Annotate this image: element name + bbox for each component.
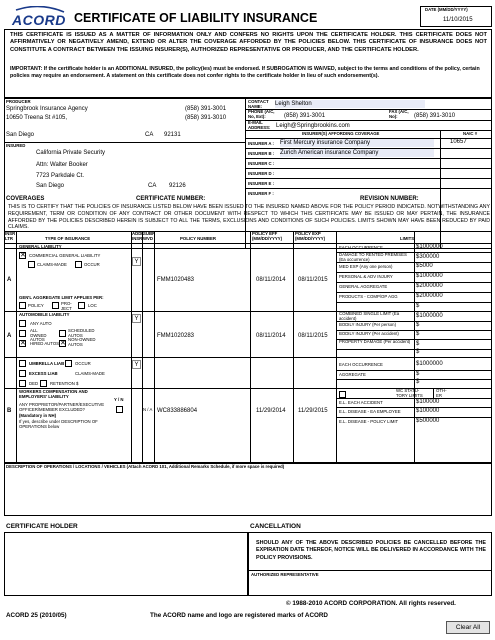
- auto-limit-value[interactable]: $: [416, 341, 420, 347]
- project-checkbox[interactable]: [52, 302, 59, 309]
- naic-header: NAIC #: [463, 131, 478, 136]
- auto-limit-value[interactable]: $1000000: [416, 313, 443, 319]
- col-addl: ADDL INSR: [132, 231, 144, 241]
- wc-mandatory: (Mandatory in NH): [19, 413, 56, 418]
- insured-state[interactable]: CA: [148, 183, 157, 189]
- col-eff: POLICY EFF (MM/DD/YYYY): [252, 231, 283, 241]
- auto-limits: [336, 311, 492, 357]
- umbrella-addl-insr[interactable]: Y: [132, 360, 141, 369]
- gl-limit-label: GENERAL AGGREGATE: [339, 284, 388, 289]
- fax-field[interactable]: (858) 391-3010: [414, 113, 456, 119]
- wc-limit-label: E.L. DISEASE - POLICY LIMIT: [339, 419, 399, 424]
- gl-exp-date[interactable]: 08/11/2015: [298, 277, 328, 283]
- umbrella-limit-value[interactable]: $1000000: [416, 361, 443, 367]
- auto-limit-label: COMBINED SINGLE LIMIT (Ea accident): [339, 311, 400, 321]
- gl-limit-label: PRODUCTS - COMP/OP AGG: [339, 294, 398, 299]
- insurer-b-label: INSURER B :: [248, 151, 275, 156]
- col-subr: SUBR WVD: [143, 231, 156, 241]
- ded-label: DED: [29, 381, 39, 386]
- wc-describe: If yes, describe under DESCRIPTION OF OPERATIONS below: [19, 419, 98, 429]
- auto-exp-date[interactable]: 08/11/2015: [298, 333, 328, 339]
- loc-label: LOC: [88, 303, 97, 308]
- wc-exp-date[interactable]: 11/29/2015: [298, 408, 328, 414]
- insured-line-2[interactable]: Attn: Walter Booker: [36, 162, 88, 168]
- umbrella-checkbox[interactable]: [19, 360, 26, 367]
- insured-zip[interactable]: 92126: [169, 183, 186, 189]
- acord-logo-text: ACORD: [12, 12, 66, 28]
- insurer-a-label: INSURER A :: [248, 141, 274, 146]
- cancellation-text: SHOULD ANY OF THE ABOVE DESCRIBED POLICIES BE CANCELLED BEFORE THE EXPIRATION DATE THEREOF, NOTICE WILL BE DELIVERED IN ACCORDANCE WITH THE POLICY PROVISIONS.: [256, 540, 486, 561]
- insured-line-1[interactable]: California Private Security: [36, 150, 106, 156]
- copyright: © 1988-2010 ACORD CORPORATION. All rights reserved.: [286, 600, 456, 607]
- scheduled-checkbox[interactable]: [59, 330, 66, 337]
- auto-limit-value[interactable]: $: [416, 349, 420, 355]
- gl-limit-value[interactable]: $: [416, 303, 420, 309]
- scheduled-label: SCHEDULED AUTOS: [68, 328, 95, 338]
- gl-limit-value[interactable]: $5000: [416, 263, 433, 269]
- wc-limits: [336, 388, 492, 428]
- authorized-representative-label: AUTHORIZED REPRESENTATIVE: [251, 572, 319, 577]
- auto-title: AUTOMOBILE LIABILITY: [19, 312, 70, 317]
- umbrella-claims-made-label: CLAIMS-MADE: [75, 371, 105, 376]
- auto-limit-label: BODILY INJURY (Per accident): [339, 331, 399, 336]
- insurers-header: INSURER(S) AFFORDING COVERAGE: [302, 131, 380, 136]
- email-label: E-MAIL ADDRESS:: [248, 120, 271, 130]
- cgl-label: COMMERCIAL GENERAL LIABILITY: [29, 253, 101, 258]
- wc-eff-date[interactable]: 11/29/2014: [256, 408, 286, 414]
- wc-na: N / A: [143, 407, 153, 412]
- producer-phone-2[interactable]: (858) 391-3010: [185, 115, 227, 121]
- auto-limit-label: PROPERTY DAMAGE (Per accident): [339, 339, 411, 344]
- wc-limit-label: E.L. DISEASE - EA EMPLOYEE: [339, 409, 401, 414]
- insurer-e-label: INSURER E :: [248, 181, 275, 186]
- auto-eff-date[interactable]: 08/11/2014: [256, 333, 286, 339]
- contact-name-label: CONTACT NAME:: [248, 99, 269, 109]
- producer-state[interactable]: CA: [145, 132, 154, 138]
- non-owned-checkbox[interactable]: ✕: [60, 340, 66, 347]
- phone-label: PHONE (A/C, No, Ext):: [248, 109, 275, 119]
- excess-label: EXCESS LIAB: [29, 371, 58, 376]
- insurer-c-label: INSURER C :: [248, 161, 275, 166]
- wc-yn-label: Y / N: [114, 397, 124, 402]
- gl-addl-insr[interactable]: Y: [132, 257, 141, 266]
- page-title: CERTIFICATE OF LIABILITY INSURANCE: [74, 11, 318, 25]
- gl-insurer-letter[interactable]: A: [7, 277, 12, 283]
- insurer-f-label: INSURER F :: [248, 191, 274, 196]
- wc-question: ANY PROPRIETOR/PARTNER/EXECUTIVE OFFICER/MEMBER EXCLUDED?: [19, 402, 105, 412]
- wc-insurer-letter[interactable]: B: [7, 408, 12, 414]
- producer-city[interactable]: San Diego: [6, 132, 35, 138]
- any-auto-checkbox[interactable]: [19, 320, 26, 327]
- producer-label: PRODUCER: [6, 99, 31, 104]
- all-owned-checkbox[interactable]: [19, 330, 26, 337]
- wc-statutory-label: WC STATU- TORY LIMITS: [396, 388, 423, 398]
- revision-number-label: REVISION NUMBER:: [360, 196, 419, 202]
- col-limits: LIMITS: [400, 236, 415, 241]
- auto-addl-insr[interactable]: Y: [132, 314, 141, 323]
- policy-label: POLICY: [28, 303, 44, 308]
- umbrella-limit-value[interactable]: $: [416, 371, 420, 377]
- certificate-number-label: CERTIFICATE NUMBER:: [136, 196, 206, 202]
- wc-policy-number[interactable]: WC833886804: [157, 408, 198, 414]
- insurer-b-name[interactable]: Zurich American insurance Company: [280, 149, 434, 157]
- col-type: TYPE OF INSURANCE: [45, 236, 91, 241]
- producer-zip[interactable]: 92131: [164, 132, 181, 138]
- gl-policy-number[interactable]: FMM1020483: [157, 277, 195, 283]
- any-auto-label: ANY AUTO: [30, 321, 52, 326]
- email-field[interactable]: Leigh@Springbrookins.com: [276, 123, 350, 129]
- auto-insurer-letter[interactable]: A: [7, 333, 12, 339]
- umbrella-limit-value[interactable]: $: [416, 379, 420, 385]
- insured-label: INSURED: [6, 143, 26, 148]
- phone-field[interactable]: (858) 391-3001: [284, 113, 326, 119]
- gl-limit-value[interactable]: $2000000: [416, 293, 443, 299]
- loc-checkbox[interactable]: [78, 302, 85, 309]
- certificate-holder-label: CERTIFICATE HOLDER: [6, 523, 78, 530]
- umbrella-limit-label: AGGREGATE: [339, 372, 366, 377]
- all-owned-label: ALL OWNED AUTOS: [30, 328, 47, 343]
- policy-checkbox[interactable]: [19, 302, 26, 309]
- wc-limit-value[interactable]: $100000: [416, 399, 440, 405]
- disclaimer-text: THIS CERTIFICATE IS ISSUED AS A MATTER OF INFORMATION ONLY AND CONFERS NO RIGHTS UPON THE CERTIFICATE HOLDER. THIS CERTIFICATE DOES NOT AFFIRMATIVELY OR NEGATIVELY AMEND, EXTEND OR ALTER THE COVERAGE AFFORDED BY THE POLICIES BELOW. THIS CERTIFICATE OF INSURANCE DOES NOT CONSTITUTE A CONTRACT BETWEEN THE ISSUING INSURER(S), AUTHORIZED REPRESENTATIVE OR PRODUCER, AND THE CERTIFICATE HOLDER.: [10, 32, 487, 53]
- insured-city[interactable]: San Diego: [36, 183, 65, 189]
- umbrella-occur-label: OCCUR: [75, 361, 91, 366]
- clear-all-button[interactable]: Clear All: [446, 621, 490, 634]
- producer-address[interactable]: 10650 Treena St #105,: [6, 115, 68, 121]
- producer-phone[interactable]: (858) 391-3001: [185, 106, 227, 112]
- umbrella-label: UMBRELLA LIAB: [29, 361, 65, 366]
- certificate-holder-box[interactable]: [4, 532, 248, 596]
- acord-logo: [10, 6, 68, 28]
- gl-limit-label: PERSONAL & ADV INJURY: [339, 274, 393, 279]
- date-label: DATE (MM/DD/YYYY): [425, 7, 468, 12]
- claims-made-checkbox[interactable]: [28, 261, 35, 268]
- gl-eff-date[interactable]: 08/11/2014: [256, 277, 286, 283]
- retention-label: RETENTION $: [50, 381, 79, 386]
- wc-limit-value[interactable]: $100000: [416, 408, 440, 414]
- gl-limit-label: MED EXP (Any one person): [339, 264, 393, 269]
- hired-autos-checkbox[interactable]: ✕: [20, 340, 26, 347]
- auto-limit-value[interactable]: $: [416, 322, 420, 328]
- claims-made-label: CLAIMS-MADE: [37, 262, 67, 267]
- auto-limit-value[interactable]: $: [416, 331, 420, 337]
- col-policy-number: POLICY NUMBER: [180, 236, 216, 241]
- project-label: PRO- JECT: [61, 301, 72, 311]
- umbrella-limits: [336, 357, 492, 388]
- date-field[interactable]: 11/10/2015: [443, 17, 473, 23]
- date-box: [420, 6, 492, 27]
- description-label: DESCRIPTION OF OPERATIONS / LOCATIONS / VEHICLES (Attach ACORD 101, Additional Remarks Schedule, if more space is required): [6, 464, 285, 469]
- insurer-d-label: INSURER D :: [248, 171, 275, 176]
- gl-limit-value[interactable]: $300000: [416, 254, 440, 260]
- col-exp: POLICY EXP (MM/DD/YYYY): [295, 231, 326, 241]
- wc-excluded-checkbox[interactable]: [116, 406, 123, 413]
- wc-statutory-checkbox[interactable]: [339, 391, 346, 398]
- umbrella-limit-label: EACH OCCURRENCE: [339, 362, 383, 367]
- description-field[interactable]: [6, 472, 490, 514]
- insurer-a-naic[interactable]: 10657: [450, 139, 467, 145]
- gl-limit-label: DAMAGE TO RENTED PREMISES (Ea occurrence): [339, 252, 407, 262]
- gl-title: GENERAL LIABILITY: [19, 244, 62, 249]
- gl-limit-value[interactable]: $1000000: [416, 244, 443, 250]
- coverages-text: THIS IS TO CERTIFY THAT THE POLICIES OF INSURANCE LISTED BELOW HAVE BEEN ISSUED TO THE INSURED NAMED ABOVE FOR THE POLICY PERIOD INDICATED. NOTWITHSTANDING ANY REQUIREMENT, TERM OR CONDITION OF ANY CONTRACT OR OTHER DOCUMENT WITH RESPECT TO WHICH THIS CERTIFICATE MAY BE ISSUED OR MAY PERTAIN, THE INSURANCE AFFORDED BY THE POLICIES DESCRIBED HEREIN IS SUBJECT TO ALL THE TERMS, EXCLUSIONS AND CONDITIONS OF SUCH POLICIES. LIMITS SHOWN MAY HAVE BEEN REDUCED BY PAID CLAIMS.: [8, 204, 490, 231]
- coverages-label: COVERAGES: [6, 196, 45, 202]
- gl-limit-value[interactable]: $1000000: [416, 273, 443, 279]
- form-number: ACORD 25 (2010/05): [6, 612, 67, 619]
- gl-limit-label: EACH OCCURRENCE: [339, 245, 383, 250]
- col-insr-ltr: INSR LTR: [5, 231, 16, 241]
- hired-autos-label: HIRED AUTOS: [30, 341, 60, 346]
- contact-name-field[interactable]: Leigh Shelton: [275, 100, 425, 108]
- insured-line-3[interactable]: 7723 Parkdale Ct.: [36, 173, 85, 179]
- non-owned-label: NON-OWNED AUTOS: [68, 337, 96, 347]
- wc-limit-label: E.L. EACH ACCIDENT: [339, 400, 383, 405]
- auto-policy-number[interactable]: FMM1020283: [157, 333, 195, 339]
- occur-checkbox[interactable]: [75, 261, 82, 268]
- trademark: The ACORD name and logo are registered marks of ACORD: [150, 612, 328, 619]
- retention-checkbox[interactable]: [40, 380, 47, 387]
- producer-name[interactable]: Springbrook Insurance Agency: [6, 106, 88, 112]
- wc-other-label: OTH- ER: [436, 388, 447, 398]
- cgl-checkbox[interactable]: ✕: [20, 252, 26, 259]
- cancellation-label: CANCELLATION: [250, 523, 301, 530]
- occur-label: OCCUR: [84, 262, 100, 267]
- important-text: IMPORTANT: If the certificate holder is an ADDITIONAL INSURED, the policy(ies) must be endorsed. If SUBROGATION IS WAIVED, subject to the terms and conditions of the policy, certain policies may require an endorsement. A statement on this certificate does not confer rights to the certificate holder in lieu of such endorsement(s).: [10, 66, 480, 79]
- excess-checkbox[interactable]: [19, 370, 26, 377]
- gl-aggregate-label: GEN'L AGGREGATE LIMIT APPLIES PER:: [19, 295, 104, 300]
- fax-label: FAX (A/C, No):: [389, 109, 409, 119]
- wc-limit-value[interactable]: $500000: [416, 418, 440, 424]
- ded-checkbox[interactable]: [19, 380, 26, 387]
- wc-title: WORKERS COMPENSATION AND EMPLOYERS' LIABILITY: [19, 389, 88, 399]
- auto-limit-label: BODILY INJURY (Per person): [339, 322, 396, 327]
- umbrella-occur-checkbox[interactable]: [65, 360, 72, 367]
- insurer-a-name[interactable]: First Mercury insurance Company: [280, 139, 434, 147]
- gl-limit-value[interactable]: $2000000: [416, 283, 443, 289]
